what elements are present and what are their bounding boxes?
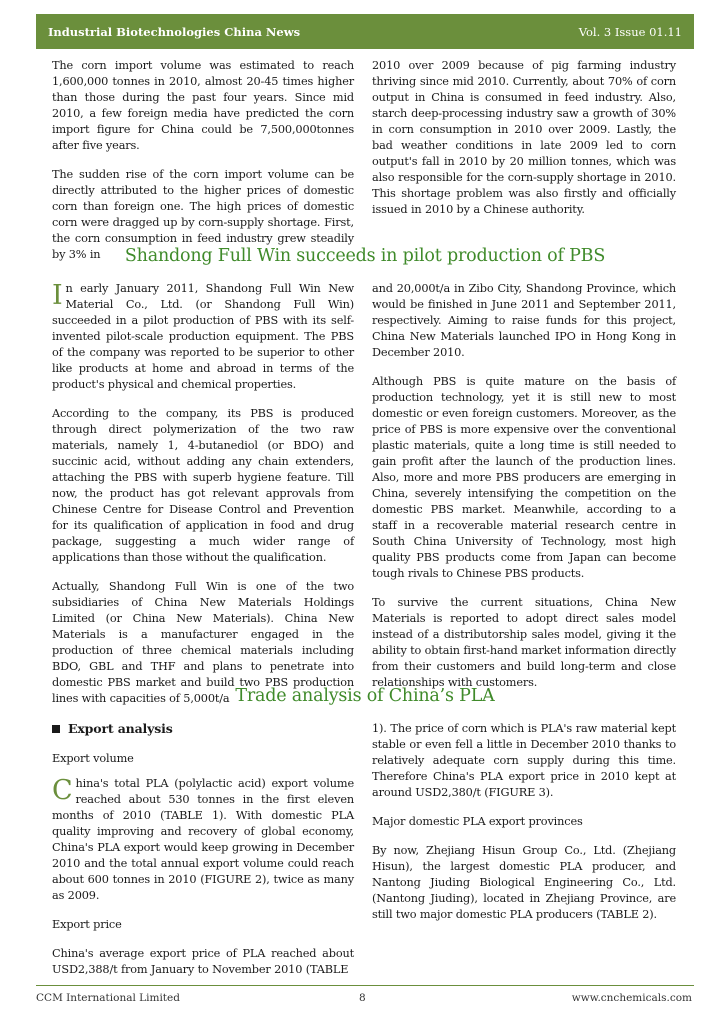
section-label: Export volume (52, 752, 134, 765)
paragraph: By now, Zhejiang Hisun Group Co., Ltd. (Zhejiang Hisun), the largest domestic PLA producer, and Nantong Jiuding Biological Engineering Co., Ltd. (Nantong Jiuding), located in Zhejiang Province, are still two major domestic PLA producers (TABLE 2). (372, 844, 676, 921)
paragraph: and 20,000t/a in Zibo City, Shandong Province, which would be finished in June 2011 and September 2011, respectively. Aiming to raise funds for this project, China New Materials launched IPO in Hong Kong in December 2010. (372, 282, 676, 359)
paragraph: China's average export price of PLA reached about USD2,388/t from January to November 2010 (TABLE (52, 947, 354, 976)
paragraph: Although PBS is quite mature on the basis of production technology, yet it is still new to most domestic or even foreign customers. Moreover, as the price of PBS is more expensive over the conventional plastic materials, quite a long time is still needed to gain profit after the launch of the production lines. Also, more and more PBS producers are emerging in China, severely intensifying the competition on the domestic PBS market. Meanwhile, according to a staff in a recoverable material research centre in South China University of Technology, most high quality PBS products come from Japan can become tough rivals to Chinese PBS products. (372, 375, 676, 580)
lead-paragraph: n early January 2011, Shandong Full Win New Material Co., Ltd. (or Shandong Full Win) succeeded in a pilot production of PBS with its self-invented pilot-scale production equipment. The PBS of the company was reported to be superior to other like products at home and abroad in terms of the product's physical and chemical properties. (52, 282, 354, 391)
dropcap: I (52, 280, 63, 311)
paragraph: 2010 over 2009 because of pig farming industry thriving since mid 2010. Currently, about 70% of corn output in China is consumed in feed industry. Also, starch deep-processing industry saw a growth of 30% in corn consumption in 2010 over 2009. Lastly, the bad weather conditions in late 2009 led to corn output's fall in 2010 by 20 million tonnes, which was also responsible for the corn-supply shortage in 2010. This shortage problem was also firstly and officially issued in 2010 by a Chinese authority. (372, 59, 676, 216)
header-bar (36, 14, 694, 49)
paragraph: 1). The price of corn which is PLA's raw material kept stable or even fell a little in December 2010 thanks to relatively adequate corn supply during this time. Therefore China's PLA export price in 2010 kept at around USD2,380/t (FIGURE 3). (372, 722, 676, 799)
section-label: Export price (52, 918, 122, 931)
article-title-pbs: Shandong Full Win succeeds in pilot production of PBS (124, 246, 606, 266)
paragraph: According to the company, its PBS is produced through direct polymerization of the two raw materials, namely 1, 4-butanediol (or BDO) and succinic acid, without adding any chain extenders, attaching the PBS with superb hygiene feature. Till now, the product has got relevant approvals from Chinese Centre for Disease Control and Prevention for its qualification of application in food and drug package, suggesting a much wider range of applications than those without the qualification. (52, 407, 354, 564)
page-number: 8 (359, 992, 366, 1004)
export-analysis-heading (52, 721, 354, 737)
paragraph: The corn import volume was estimated to reach 1,600,000 tonnes in 2010, almost 20-45 times higher than those during the past four years. Since mid 2010, a few foreign media have predicted the corn import figure for China could be 7,500,000tonnes after five years. (52, 59, 354, 152)
issue-label: Vol. 3 Issue 01.11 (578, 24, 682, 39)
dropcap: C (52, 775, 73, 806)
section1-left-column (52, 58, 354, 276)
paragraph: The sudden rise of the corn import volume can be directly attributed to the higher prices of domestic corn than foreign one. The high prices of domestic corn were dragged up by corn-supply shortage. First, the corn consumption in feed industry grew steadily by 3% in (52, 168, 354, 261)
lead-paragraph: hina's total PLA (polylactic acid) export volume reached about 530 tonnes in the first eleven months of 2010 (TABLE 1). With domestic PLA quality improving and recovery of global economy, China's PLA export would keep growing in December 2010 and the total annual export volume could reach about 600 tonnes in 2010 (FIGURE 2), twice as many as 2009. (52, 777, 354, 902)
article1-right-column (372, 281, 676, 704)
article2-right-column (372, 721, 676, 936)
subhead-label: Export analysis (68, 721, 173, 736)
paragraph: To survive the current situations, China New Materials is reported to adopt direct sales model instead of a distributorship sales model, giving it the ability to obtain first-hand market information directly from their customers and build long-term and close relationships with customers. (372, 596, 676, 689)
paragraph: Actually, Shandong Full Win is one of the two subsidiaries of China New Materials Holdings Limited (or China New Materials). China New Materials is a manufacturer engaged in the production of three chemical materials including BDO, GBL and THF and plans to penetrate into domestic PBS market and build two PBS production lines with capacities of 5,000t/a (52, 580, 354, 705)
footer-rule (36, 985, 694, 986)
section1-right-column (372, 58, 676, 231)
footer-website[interactable]: www.cnchemicals.com (571, 992, 692, 1004)
section-label: Major domestic PLA export provinces (372, 815, 583, 828)
article-title-pla: Trade analysis of China’s PLA (235, 686, 495, 706)
article2-left-column (52, 721, 354, 991)
bullet-square-icon (52, 725, 60, 733)
publication-title: Industrial Biotechnologies China News (48, 24, 301, 39)
footer-company: CCM International Limited (36, 992, 180, 1004)
article1-left-column (52, 281, 354, 720)
